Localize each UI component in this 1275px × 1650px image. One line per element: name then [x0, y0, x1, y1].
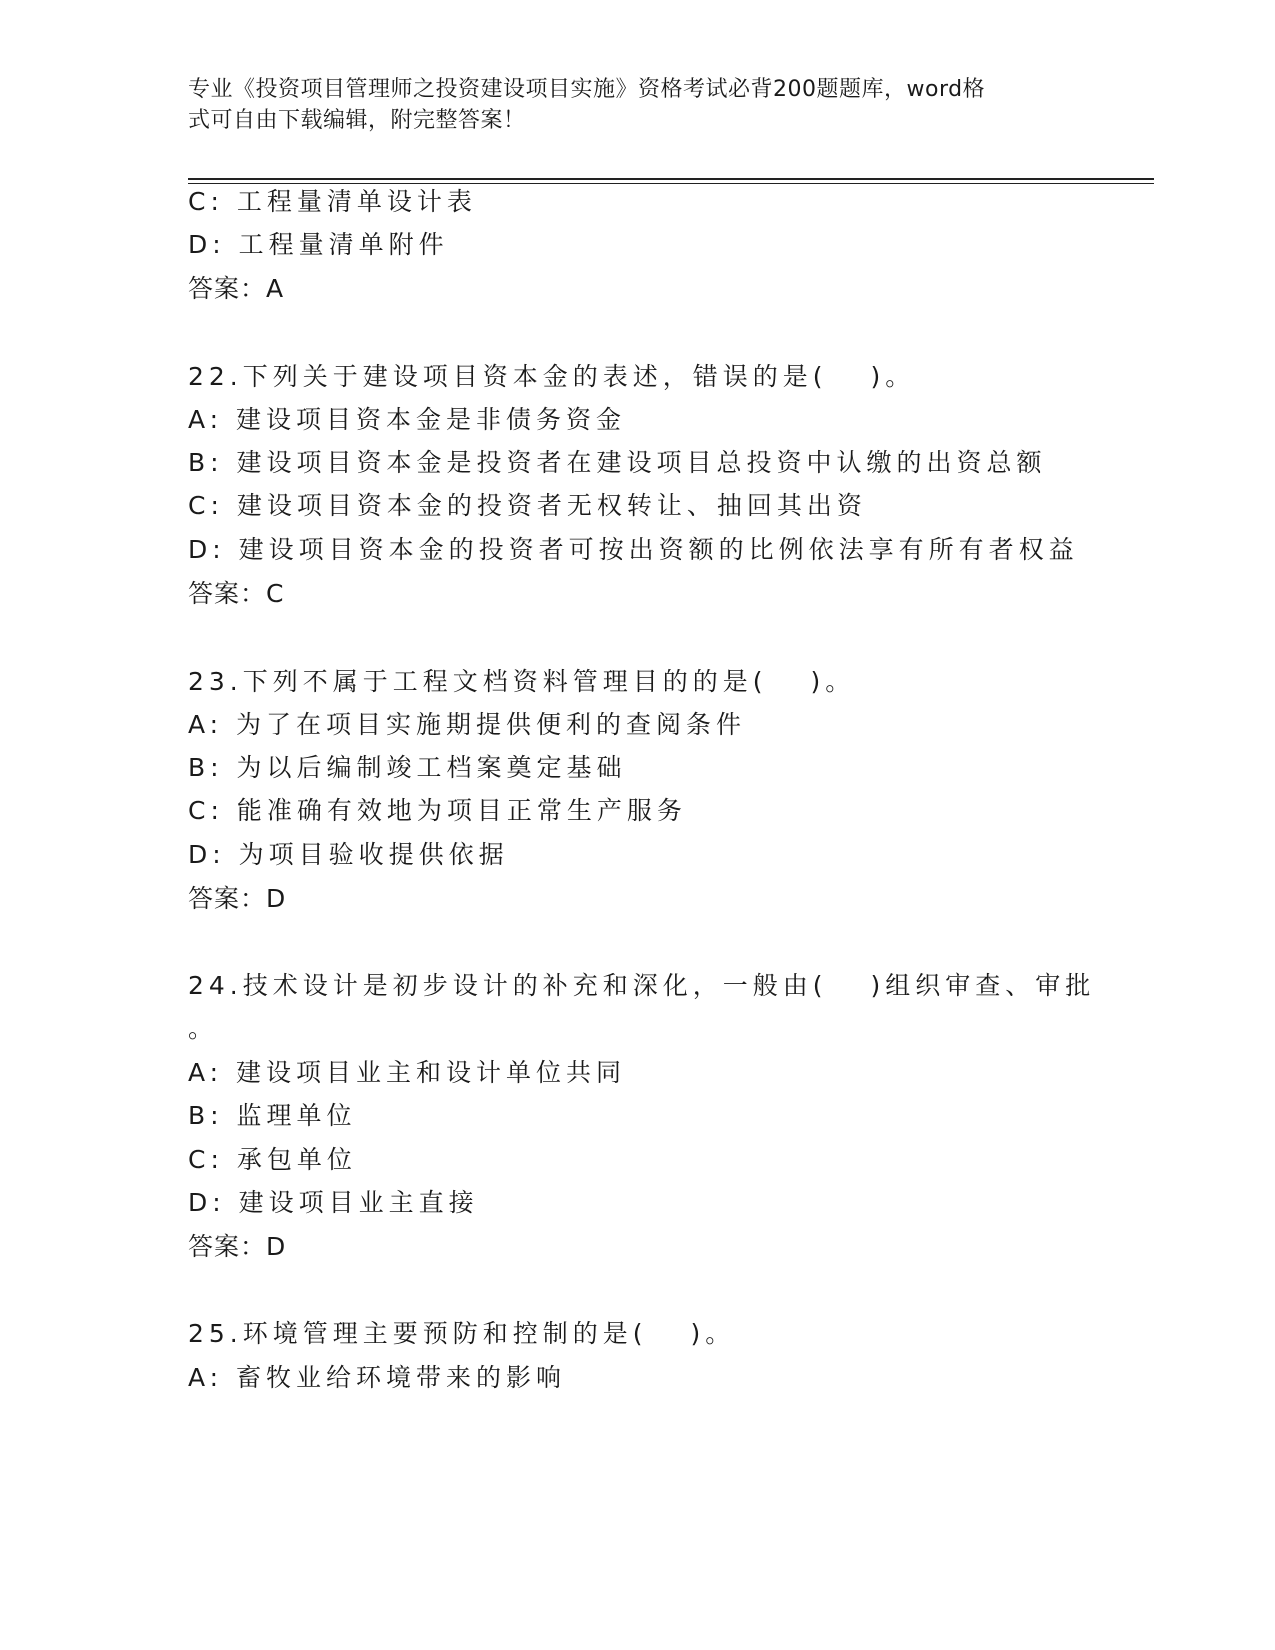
q24-question: 24.技术设计是初步设计的补充和深化，一般由( )组织审查、审批	[188, 971, 1096, 1000]
q23-option-c: C: 能准确有效地为项目正常生产服务	[188, 796, 687, 825]
q24-option-d: D: 建设项目业主直接	[188, 1188, 479, 1217]
q24-question-continuation: 。	[188, 1014, 219, 1043]
q21-answer: 答案：A	[188, 274, 285, 303]
q25-question: 25.环境管理主要预防和控制的是( )。	[188, 1319, 736, 1348]
q22-option-b: B: 建设项目资本金是投资者在建设项目总投资中认缴的出资总额	[188, 448, 1047, 477]
q22-question: 22.下列关于建设项目资本金的表述，错误的是( )。	[188, 362, 916, 391]
q22-option-d: D: 建设项目资本金的投资者可按出资额的比例依法享有所有者权益	[188, 535, 1079, 564]
header-line-2: 式可自由下载编辑，附完整答案！	[188, 108, 526, 133]
document-header	[188, 74, 1088, 136]
q24-option-c: C: 承包单位	[188, 1145, 357, 1174]
q23-option-d: D: 为项目验收提供依据	[188, 840, 509, 869]
header-divider-thin	[188, 183, 1154, 184]
q25-option-a: A: 畜牧业给环境带来的影响	[188, 1363, 567, 1392]
q23-answer: 答案：D	[188, 884, 287, 913]
q22-answer: 答案：C	[188, 579, 285, 608]
q23-option-b: B: 为以后编制竣工档案奠定基础	[188, 753, 627, 782]
q21-option-c: C: 工程量清单设计表	[188, 187, 477, 216]
q21-option-d: D: 工程量清单附件	[188, 230, 449, 259]
header-divider-thick	[188, 178, 1154, 180]
q22-option-a: A: 建设项目资本金是非债务资金	[188, 405, 627, 434]
header-line-1: 专业《投资项目管理师之投资建设项目实施》资格考试必背200题题库，word格	[188, 77, 986, 102]
q23-question: 23.下列不属于工程文档资料管理目的的是( )。	[188, 667, 856, 696]
q22-option-c: C: 建设项目资本金的投资者无权转让、抽回其出资	[188, 491, 867, 520]
q23-option-a: A: 为了在项目实施期提供便利的查阅条件	[188, 710, 747, 739]
q24-option-a: A: 建设项目业主和设计单位共同	[188, 1058, 627, 1087]
q24-answer: 答案：D	[188, 1232, 287, 1261]
q24-option-b: B: 监理单位	[188, 1101, 357, 1130]
